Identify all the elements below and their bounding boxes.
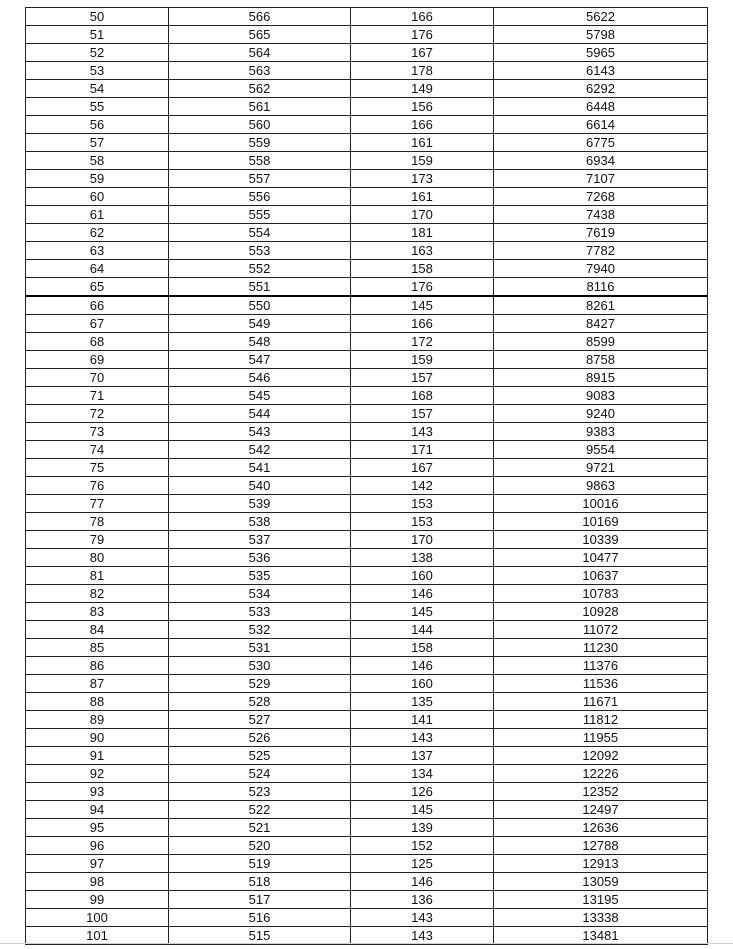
- rank-cell: 52: [26, 44, 169, 62]
- score-cell: 555: [169, 206, 351, 224]
- table-row: [26, 585, 708, 603]
- cumulative-cell: 9863: [494, 477, 708, 495]
- cumulative-cell: 10928: [494, 603, 708, 621]
- score-cell: 522: [169, 801, 351, 819]
- score-cell: 518: [169, 873, 351, 891]
- score-cell: 548: [169, 333, 351, 351]
- table-row: [26, 116, 708, 134]
- rank-cell: 71: [26, 387, 169, 405]
- rank-cell: 101: [26, 927, 169, 945]
- count-cell: 149: [351, 80, 494, 98]
- rank-cell: 100: [26, 909, 169, 927]
- score-cell: 520: [169, 837, 351, 855]
- table-row: [26, 351, 708, 369]
- rank-cell: 82: [26, 585, 169, 603]
- rank-cell: 78: [26, 513, 169, 531]
- score-cell: 545: [169, 387, 351, 405]
- table-row: [26, 98, 708, 116]
- rank-cell: 87: [26, 675, 169, 693]
- table-row: [26, 170, 708, 188]
- cumulative-cell: 8915: [494, 369, 708, 387]
- score-cell: 532: [169, 621, 351, 639]
- cumulative-cell: 7940: [494, 260, 708, 278]
- count-cell: 181: [351, 224, 494, 242]
- cumulative-cell: 13195: [494, 891, 708, 909]
- count-cell: 161: [351, 134, 494, 152]
- score-cell: 551: [169, 278, 351, 297]
- count-cell: 141: [351, 711, 494, 729]
- cumulative-cell: 8116: [494, 278, 708, 297]
- cumulative-cell: 5798: [494, 26, 708, 44]
- score-cell: 550: [169, 296, 351, 315]
- cumulative-cell: 12913: [494, 855, 708, 873]
- cumulative-cell: 12497: [494, 801, 708, 819]
- rank-cell: 89: [26, 711, 169, 729]
- score-cell: 558: [169, 152, 351, 170]
- rank-cell: 55: [26, 98, 169, 116]
- table-row: [26, 603, 708, 621]
- score-cell: 533: [169, 603, 351, 621]
- cumulative-cell: 9554: [494, 441, 708, 459]
- table-row: [26, 711, 708, 729]
- cumulative-cell: 6614: [494, 116, 708, 134]
- count-cell: 152: [351, 837, 494, 855]
- score-cell: 564: [169, 44, 351, 62]
- cumulative-cell: 12092: [494, 747, 708, 765]
- rank-cell: 75: [26, 459, 169, 477]
- table-row: [26, 801, 708, 819]
- rank-cell: 64: [26, 260, 169, 278]
- table-row: [26, 729, 708, 747]
- count-cell: 158: [351, 260, 494, 278]
- rank-cell: 85: [26, 639, 169, 657]
- table-row: [26, 44, 708, 62]
- cumulative-cell: 5622: [494, 8, 708, 26]
- rank-cell: 60: [26, 188, 169, 206]
- count-cell: 167: [351, 459, 494, 477]
- cumulative-cell: 13338: [494, 909, 708, 927]
- score-table-container: [25, 7, 707, 945]
- rank-cell: 94: [26, 801, 169, 819]
- score-cell: 531: [169, 639, 351, 657]
- count-cell: 172: [351, 333, 494, 351]
- table-row: [26, 873, 708, 891]
- cumulative-cell: 10339: [494, 531, 708, 549]
- table-row: [26, 693, 708, 711]
- cumulative-cell: 9240: [494, 405, 708, 423]
- count-cell: 146: [351, 873, 494, 891]
- table-row: [26, 224, 708, 242]
- count-cell: 146: [351, 585, 494, 603]
- table-row: [26, 369, 708, 387]
- cumulative-cell: 10477: [494, 549, 708, 567]
- score-cell: 519: [169, 855, 351, 873]
- rank-cell: 91: [26, 747, 169, 765]
- score-cell: 541: [169, 459, 351, 477]
- score-cell: 542: [169, 441, 351, 459]
- table-row: [26, 26, 708, 44]
- table-row: [26, 134, 708, 152]
- score-cell: 566: [169, 8, 351, 26]
- count-cell: 166: [351, 315, 494, 333]
- rank-cell: 96: [26, 837, 169, 855]
- count-cell: 170: [351, 206, 494, 224]
- count-cell: 170: [351, 531, 494, 549]
- count-cell: 134: [351, 765, 494, 783]
- table-row: [26, 927, 708, 945]
- score-cell: 525: [169, 747, 351, 765]
- cumulative-cell: 13059: [494, 873, 708, 891]
- count-cell: 142: [351, 477, 494, 495]
- count-cell: 126: [351, 783, 494, 801]
- count-cell: 145: [351, 603, 494, 621]
- score-table-body: [26, 8, 708, 945]
- table-row: [26, 531, 708, 549]
- table-row: [26, 405, 708, 423]
- rank-cell: 72: [26, 405, 169, 423]
- table-row: [26, 62, 708, 80]
- score-cell: 524: [169, 765, 351, 783]
- rank-cell: 77: [26, 495, 169, 513]
- rank-cell: 79: [26, 531, 169, 549]
- cumulative-cell: 7107: [494, 170, 708, 188]
- table-row: [26, 278, 708, 297]
- score-cell: 546: [169, 369, 351, 387]
- cumulative-cell: 8599: [494, 333, 708, 351]
- cumulative-cell: 11376: [494, 657, 708, 675]
- table-row: [26, 567, 708, 585]
- table-row: [26, 909, 708, 927]
- cumulative-cell: 7268: [494, 188, 708, 206]
- score-cell: 535: [169, 567, 351, 585]
- rank-cell: 57: [26, 134, 169, 152]
- score-cell: 529: [169, 675, 351, 693]
- score-cell: 516: [169, 909, 351, 927]
- rank-cell: 95: [26, 819, 169, 837]
- rank-cell: 62: [26, 224, 169, 242]
- count-cell: 153: [351, 495, 494, 513]
- score-table: [25, 7, 708, 945]
- score-cell: 554: [169, 224, 351, 242]
- score-cell: 536: [169, 549, 351, 567]
- cumulative-cell: 11671: [494, 693, 708, 711]
- rank-cell: 74: [26, 441, 169, 459]
- table-row: [26, 855, 708, 873]
- table-row: [26, 621, 708, 639]
- cumulative-cell: 7438: [494, 206, 708, 224]
- table-row: [26, 206, 708, 224]
- table-row: [26, 549, 708, 567]
- count-cell: 173: [351, 170, 494, 188]
- table-row: [26, 333, 708, 351]
- score-cell: 523: [169, 783, 351, 801]
- cumulative-cell: 10637: [494, 567, 708, 585]
- table-row: [26, 657, 708, 675]
- table-row: [26, 513, 708, 531]
- rank-cell: 59: [26, 170, 169, 188]
- rank-cell: 63: [26, 242, 169, 260]
- score-cell: 521: [169, 819, 351, 837]
- count-cell: 125: [351, 855, 494, 873]
- cumulative-cell: 11955: [494, 729, 708, 747]
- count-cell: 167: [351, 44, 494, 62]
- cumulative-cell: 12636: [494, 819, 708, 837]
- rank-cell: 76: [26, 477, 169, 495]
- count-cell: 160: [351, 567, 494, 585]
- rank-cell: 69: [26, 351, 169, 369]
- table-row: [26, 675, 708, 693]
- score-cell: 553: [169, 242, 351, 260]
- count-cell: 153: [351, 513, 494, 531]
- count-cell: 157: [351, 405, 494, 423]
- table-row: [26, 296, 708, 315]
- score-cell: 547: [169, 351, 351, 369]
- rank-cell: 83: [26, 603, 169, 621]
- cumulative-cell: 5965: [494, 44, 708, 62]
- rank-cell: 66: [26, 296, 169, 315]
- table-row: [26, 441, 708, 459]
- count-cell: 176: [351, 278, 494, 297]
- count-cell: 171: [351, 441, 494, 459]
- count-cell: 135: [351, 693, 494, 711]
- rank-cell: 67: [26, 315, 169, 333]
- count-cell: 158: [351, 639, 494, 657]
- count-cell: 143: [351, 729, 494, 747]
- rank-cell: 92: [26, 765, 169, 783]
- cumulative-cell: 12226: [494, 765, 708, 783]
- rank-cell: 81: [26, 567, 169, 585]
- cumulative-cell: 8427: [494, 315, 708, 333]
- table-row: [26, 260, 708, 278]
- cumulative-cell: 6775: [494, 134, 708, 152]
- rank-cell: 90: [26, 729, 169, 747]
- table-row: [26, 765, 708, 783]
- table-row: [26, 891, 708, 909]
- count-cell: 157: [351, 369, 494, 387]
- cumulative-cell: 6934: [494, 152, 708, 170]
- count-cell: 143: [351, 909, 494, 927]
- cumulative-cell: 8261: [494, 296, 708, 315]
- count-cell: 146: [351, 657, 494, 675]
- rank-cell: 61: [26, 206, 169, 224]
- table-row: [26, 819, 708, 837]
- cumulative-cell: 9083: [494, 387, 708, 405]
- cumulative-cell: 10169: [494, 513, 708, 531]
- table-row: [26, 242, 708, 260]
- table-row: [26, 80, 708, 98]
- cumulative-cell: 10783: [494, 585, 708, 603]
- score-cell: 544: [169, 405, 351, 423]
- rank-cell: 99: [26, 891, 169, 909]
- score-cell: 549: [169, 315, 351, 333]
- count-cell: 156: [351, 98, 494, 116]
- table-row: [26, 477, 708, 495]
- table-row: [26, 459, 708, 477]
- rank-cell: 70: [26, 369, 169, 387]
- count-cell: 145: [351, 801, 494, 819]
- count-cell: 160: [351, 675, 494, 693]
- score-cell: 527: [169, 711, 351, 729]
- table-row: [26, 495, 708, 513]
- cumulative-cell: 11812: [494, 711, 708, 729]
- table-row: [26, 188, 708, 206]
- table-row: [26, 837, 708, 855]
- cumulative-cell: 11536: [494, 675, 708, 693]
- score-cell: 530: [169, 657, 351, 675]
- count-cell: 143: [351, 423, 494, 441]
- rank-cell: 56: [26, 116, 169, 134]
- rank-cell: 86: [26, 657, 169, 675]
- cumulative-cell: 8758: [494, 351, 708, 369]
- table-row: [26, 152, 708, 170]
- score-cell: 526: [169, 729, 351, 747]
- rank-cell: 68: [26, 333, 169, 351]
- count-cell: 166: [351, 8, 494, 26]
- rank-cell: 98: [26, 873, 169, 891]
- count-cell: 159: [351, 351, 494, 369]
- count-cell: 136: [351, 891, 494, 909]
- cumulative-cell: 10016: [494, 495, 708, 513]
- rank-cell: 51: [26, 26, 169, 44]
- score-cell: 539: [169, 495, 351, 513]
- rank-cell: 93: [26, 783, 169, 801]
- score-cell: 534: [169, 585, 351, 603]
- table-row: [26, 639, 708, 657]
- score-cell: 563: [169, 62, 351, 80]
- cumulative-cell: 7619: [494, 224, 708, 242]
- rank-cell: 54: [26, 80, 169, 98]
- score-cell: 538: [169, 513, 351, 531]
- cumulative-cell: 9383: [494, 423, 708, 441]
- count-cell: 145: [351, 296, 494, 315]
- score-cell: 515: [169, 927, 351, 945]
- cumulative-cell: 11072: [494, 621, 708, 639]
- count-cell: 159: [351, 152, 494, 170]
- table-row: [26, 423, 708, 441]
- cumulative-cell: 12788: [494, 837, 708, 855]
- count-cell: 143: [351, 927, 494, 945]
- score-cell: 560: [169, 116, 351, 134]
- count-cell: 166: [351, 116, 494, 134]
- score-cell: 540: [169, 477, 351, 495]
- count-cell: 178: [351, 62, 494, 80]
- score-cell: 562: [169, 80, 351, 98]
- score-cell: 557: [169, 170, 351, 188]
- score-cell: 565: [169, 26, 351, 44]
- rank-cell: 97: [26, 855, 169, 873]
- cumulative-cell: 9721: [494, 459, 708, 477]
- table-row: [26, 8, 708, 26]
- count-cell: 161: [351, 188, 494, 206]
- rank-cell: 58: [26, 152, 169, 170]
- cumulative-cell: 13481: [494, 927, 708, 945]
- score-cell: 517: [169, 891, 351, 909]
- score-cell: 559: [169, 134, 351, 152]
- score-cell: 561: [169, 98, 351, 116]
- rank-cell: 84: [26, 621, 169, 639]
- rank-cell: 73: [26, 423, 169, 441]
- count-cell: 138: [351, 549, 494, 567]
- rank-cell: 88: [26, 693, 169, 711]
- rank-cell: 53: [26, 62, 169, 80]
- score-cell: 556: [169, 188, 351, 206]
- cumulative-cell: 6143: [494, 62, 708, 80]
- rank-cell: 50: [26, 8, 169, 26]
- cumulative-cell: 6292: [494, 80, 708, 98]
- count-cell: 137: [351, 747, 494, 765]
- rank-cell: 65: [26, 278, 169, 297]
- count-cell: 144: [351, 621, 494, 639]
- score-cell: 552: [169, 260, 351, 278]
- rank-cell: 80: [26, 549, 169, 567]
- score-cell: 537: [169, 531, 351, 549]
- count-cell: 163: [351, 242, 494, 260]
- cumulative-cell: 6448: [494, 98, 708, 116]
- score-cell: 528: [169, 693, 351, 711]
- table-row: [26, 387, 708, 405]
- page-bottom-divider: [0, 943, 733, 944]
- count-cell: 168: [351, 387, 494, 405]
- table-row: [26, 783, 708, 801]
- score-cell: 543: [169, 423, 351, 441]
- count-cell: 176: [351, 26, 494, 44]
- cumulative-cell: 7782: [494, 242, 708, 260]
- table-row: [26, 747, 708, 765]
- count-cell: 139: [351, 819, 494, 837]
- table-row: [26, 315, 708, 333]
- cumulative-cell: 11230: [494, 639, 708, 657]
- cumulative-cell: 12352: [494, 783, 708, 801]
